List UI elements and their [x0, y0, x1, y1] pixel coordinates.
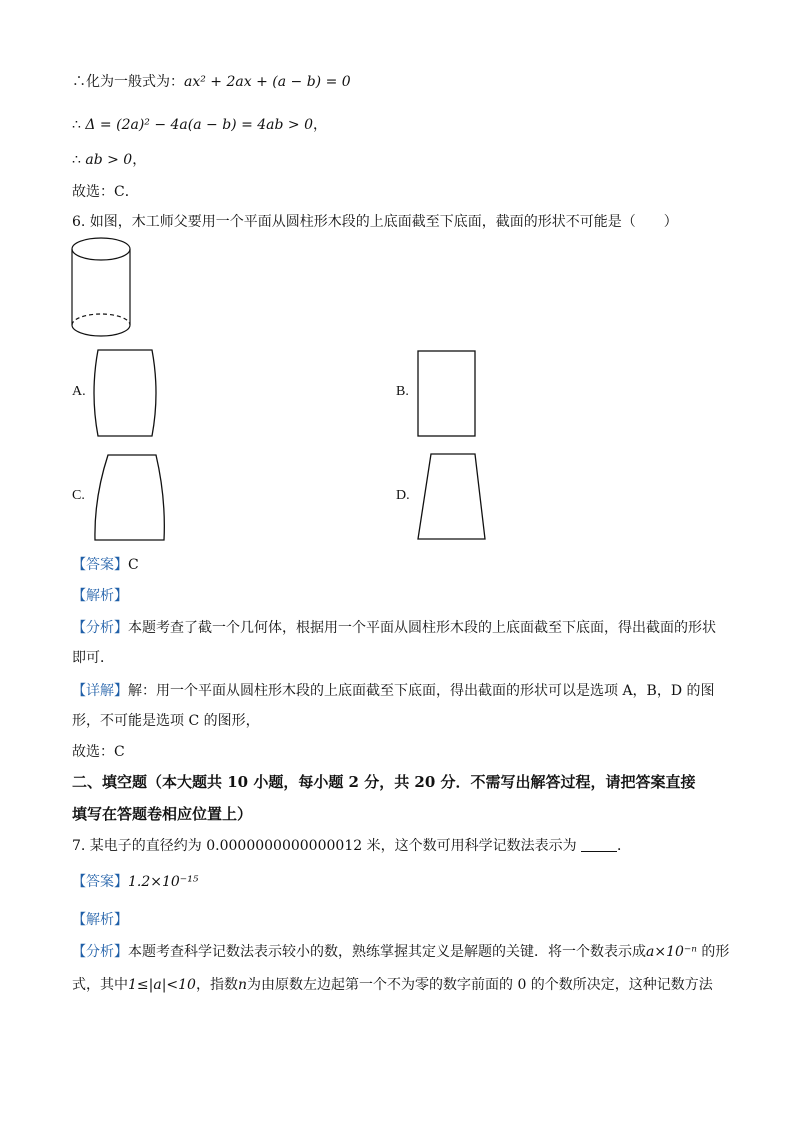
equation: ax² + 2ax + (a − b) = 0: [184, 74, 351, 90]
fenxi-7-line-2: [72, 975, 713, 995]
therefore-symbol: ∴: [72, 152, 86, 168]
question-6: 6. 如图，木工师父要用一个平面从圆柱形木段的上底面截至下底面，截面的形状不可能是（ ）: [72, 214, 678, 230]
exponent-variable: n: [237, 977, 247, 993]
inequality: ab > 0: [85, 152, 133, 168]
fenxi-6-text: 本题考查了截一个几何体，根据用一个平面从圆柱形木段的上底面截至下底面，得出截面的形状: [128, 620, 716, 636]
punctuation: ，: [313, 117, 328, 133]
fenxi-6-line-1: [72, 618, 716, 638]
fenxi-7-text: 为由原数左边起第一个不为零的数字前面的 0 的个数所决定，这种记数方法: [247, 977, 713, 993]
xiangjie-6-line-2: 形，不可能是选项 C 的图形，: [72, 713, 260, 729]
fenxi-tag: 【分析】: [72, 620, 128, 636]
question-7-text: 7. 某电子的直径约为 0.0000000000000012 米，这个数可用科学记数法表示为: [72, 838, 582, 854]
analysis-6-heading: [72, 586, 128, 606]
range-condition: 1≤|a|<10: [128, 977, 196, 993]
cylinder-figure: [68, 236, 138, 346]
fenxi-7-text: ，指数: [195, 977, 238, 993]
fenxi-7-line-1: [72, 942, 729, 962]
section-2-heading-line-1: 二、填空题（本大题共 10 小题，每小题 2 分，共 20 分．不需写出解答过程，请把答案直接: [72, 773, 696, 791]
analysis-7-heading: [72, 910, 128, 930]
text-line-1: [72, 72, 351, 92]
choice-line-q6: 故选：C: [72, 744, 125, 760]
option-c-shape: [90, 452, 170, 546]
fenxi-7-text: 式，其中: [72, 977, 128, 993]
text-line-2: [72, 115, 327, 135]
xiangjie-6-line-1: [72, 681, 715, 701]
discriminant-equation: Δ = (2a)² − 4a(a − b) = 4ab > 0: [85, 117, 314, 133]
option-a-label: A.: [72, 384, 86, 399]
text-line-3: [72, 150, 146, 170]
question-7: [72, 836, 631, 856]
punctuation: ．: [617, 838, 632, 854]
option-b-shape: [416, 349, 478, 439]
option-d-label: D.: [396, 488, 410, 503]
answer-tag: 【答案】: [72, 557, 128, 573]
answer-6: C: [128, 557, 139, 573]
answer-tag: 【答案】: [72, 874, 128, 890]
option-c-label: C.: [72, 488, 85, 503]
analysis-tag: 【解析】: [72, 912, 128, 928]
fenxi-7-text: 本题考查科学记数法表示较小的数，熟练掌握其定义是解题的关键．将一个数表示成: [128, 944, 646, 960]
sci-notation-form: a×10⁻ⁿ: [646, 944, 697, 960]
line-prefix: ∴化为一般式为：: [72, 74, 184, 90]
answer-7: 1.2×10⁻¹⁵: [128, 874, 199, 890]
punctuation: ，: [132, 152, 147, 168]
option-d-shape: [414, 451, 490, 543]
therefore-symbol: ∴: [72, 117, 86, 133]
choice-line-q5: 故选：C．: [72, 184, 139, 200]
answer-7-line: [72, 872, 198, 892]
xiangjie-6-text: 解：用一个平面从圆柱形木段的上底面截至下底面，得出截面的形状可以是选项 A，B，D 的图: [128, 683, 715, 699]
answer-6-line: [72, 555, 139, 575]
analysis-tag: 【解析】: [72, 588, 128, 604]
option-b-label: B.: [396, 384, 409, 399]
fenxi-7-text-end: 的形: [696, 944, 730, 960]
fenxi-tag: 【分析】: [72, 944, 128, 960]
answer-blank: [581, 837, 617, 852]
fenxi-6-line-2: 即可．: [72, 650, 114, 666]
section-2-heading-line-2: 填写在答题卷相应位置上）: [72, 805, 253, 823]
option-a-shape: [90, 346, 160, 440]
xiangjie-tag: 【详解】: [72, 683, 128, 699]
